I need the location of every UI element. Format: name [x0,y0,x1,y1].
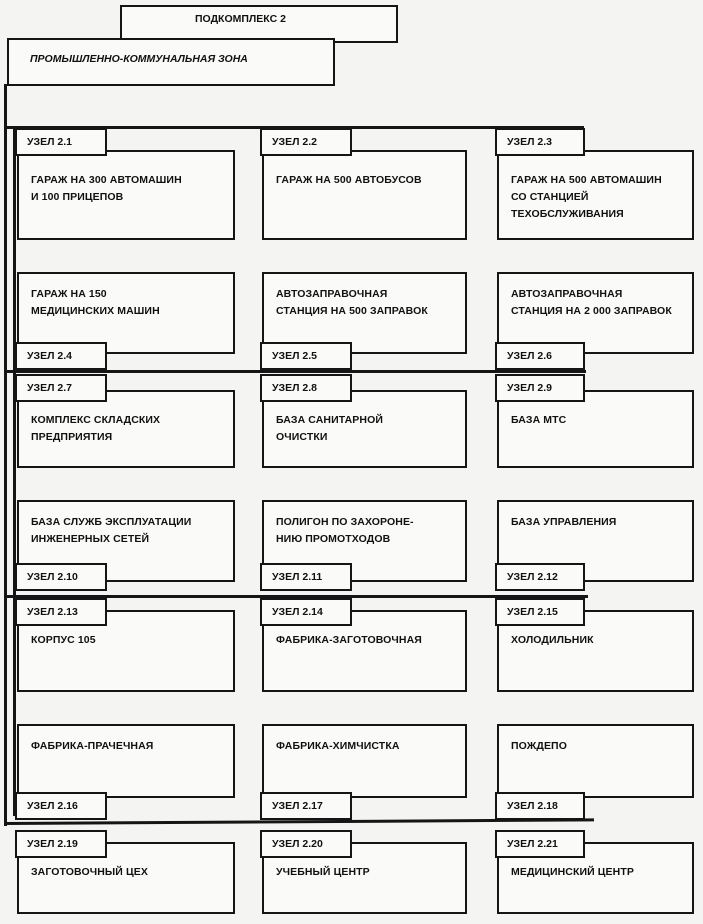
node-description-line: ФАБРИКА-ХИМЧИСТКА [276,740,400,752]
node-id-tag: УЗЕЛ 2.11 [260,563,352,591]
node-description [276,738,400,755]
node-description-line: ГАРАЖ НА 300 АВТОМАШИН [31,174,182,186]
group-line-2 [4,370,586,373]
left-column-line [13,126,16,816]
node-description-line: БАЗА САНИТАРНОЙ [276,414,383,426]
node-id-tag: УЗЕЛ 2.8 [260,374,352,402]
node-description [511,412,566,429]
node-description-line: БАЗА УПРАВЛЕНИЯ [511,516,617,528]
node-description-line: СТАНЦИЯ НА 2 000 ЗАПРАВОК [511,305,672,317]
node-description [511,864,634,881]
node-description [276,514,414,548]
node-description-line: ГАРАЖ НА 150 [31,288,107,300]
node-description [31,286,160,320]
node-box [497,724,694,798]
node-description-line: КОМПЛЕКС СКЛАДСКИХ [31,414,161,426]
node-description-line: АВТОЗАПРАВОЧНАЯ [276,288,388,300]
node-id-tag: УЗЕЛ 2.14 [260,598,352,626]
node-description [511,286,672,320]
node-description [276,172,422,189]
node-description-line: АВТОЗАПРАВОЧНАЯ [511,288,623,300]
node-description-line: БАЗА МТС [511,414,567,426]
node-id-tag: УЗЕЛ 2.1 [15,128,107,156]
node-id-tag: УЗЕЛ 2.10 [15,563,107,591]
node-id-tag: УЗЕЛ 2.9 [495,374,585,402]
node-description [511,632,594,649]
node-description-line: КОРПУС 105 [31,634,96,646]
node-description-line: УЧЕБНЫЙ ЦЕНТР [276,866,370,878]
node-description-line: НИЮ ПРОМОТХОДОВ [276,533,391,545]
node-box [262,724,467,798]
node-description [511,738,567,755]
node-description-line: ГАРАЖ НА 500 АВТОМАШИН [511,174,662,186]
node-description-line: МЕДИЦИНСКИХ МАШИН [31,305,160,317]
main-vertical-line [4,84,7,826]
node-id-tag: УЗЕЛ 2.20 [260,830,352,858]
node-description-line: ФАБРИКА-ПРАЧЕЧНАЯ [31,740,154,752]
node-description [511,514,616,531]
node-id-tag: УЗЕЛ 2.5 [260,342,352,370]
node-description [276,632,422,649]
node-description [31,514,191,548]
node-description-line: СТАНЦИЯ НА 500 ЗАПРАВОК [276,305,428,317]
node-description-line: ОЧИСТКИ [276,431,328,443]
node-description [276,286,428,320]
node-description-line: ИНЖЕНЕРНЫХ СЕТЕЙ [31,533,150,545]
node-description-line: ГАРАЖ НА 500 АВТОБУСОВ [276,174,422,186]
node-id-tag: УЗЕЛ 2.18 [495,792,585,820]
node-id-tag: УЗЕЛ 2.4 [15,342,107,370]
node-id-tag: УЗЕЛ 2.15 [495,598,585,626]
node-description-line: И 100 ПРИЦЕПОВ [31,191,124,203]
node-description-line: ПОЖДЕПО [511,740,567,752]
node-description-line: ХОЛОДИЛЬНИК [511,634,594,646]
node-id-tag: УЗЕЛ 2.12 [495,563,585,591]
node-id-tag: УЗЕЛ 2.13 [15,598,107,626]
zone-title: ПРОМЫШЛЕННО-КОММУНАЛЬНАЯ ЗОНА [30,53,248,65]
node-id-tag: УЗЕЛ 2.21 [495,830,585,858]
node-id-tag: УЗЕЛ 2.7 [15,374,107,402]
node-id-tag: УЗЕЛ 2.17 [260,792,352,820]
node-box [17,724,235,798]
node-description [31,172,182,206]
node-description-line: МЕДИЦИНСКИЙ ЦЕНТР [511,866,634,878]
node-id-tag: УЗЕЛ 2.16 [15,792,107,820]
node-description-line: ПОЛИГОН ПО ЗАХОРОНЕ- [276,516,414,528]
node-id-tag: УЗЕЛ 2.19 [15,830,107,858]
node-id-tag: УЗЕЛ 2.2 [260,128,352,156]
node-description [31,412,160,446]
node-box [262,150,467,240]
node-description-line: ФАБРИКА-ЗАГОТОВОЧНАЯ [276,634,422,646]
node-description-line: ЗАГОТОВОЧНЫЙ ЦЕХ [31,866,148,878]
node-description [31,632,96,649]
node-id-tag: УЗЕЛ 2.6 [495,342,585,370]
node-description-line: ПРЕДПРИЯТИЯ [31,431,113,443]
node-description [31,738,153,755]
node-description [276,864,370,881]
node-description [511,172,662,223]
node-description-line: БАЗА СЛУЖБ ЭКСПЛУАТАЦИИ [31,516,192,528]
node-description-line: ТЕХОБСЛУЖИВАНИЯ [511,208,624,220]
node-id-tag: УЗЕЛ 2.3 [495,128,585,156]
node-description [31,864,148,881]
node-description-line: СО СТАНЦИЕЙ [511,191,589,203]
node-description [276,412,383,446]
subcomplex-title: ПОДКОМПЛЕКС 2 [195,13,286,25]
